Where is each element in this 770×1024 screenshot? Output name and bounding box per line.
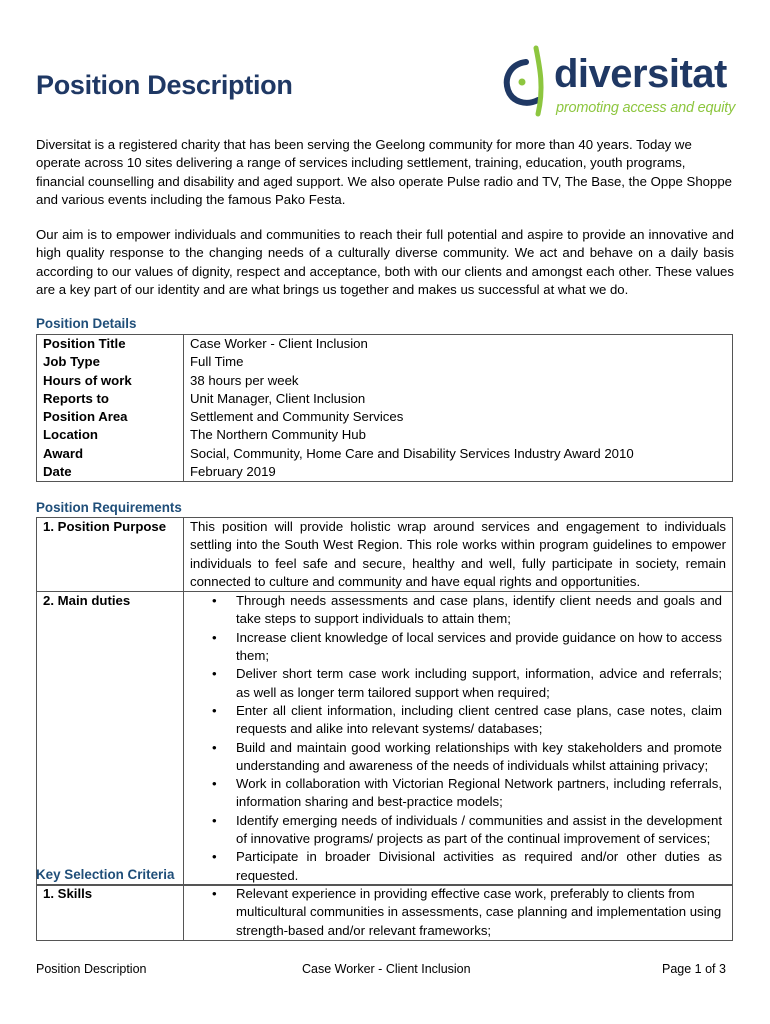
table-row [37, 463, 733, 482]
details-label: Hours of work [37, 372, 184, 390]
list-item: • Relevant experience in providing effective case work, preferably to clients from multicultural communities in assessments, case planning and implementation using strength-based and/or relevant frameworks; [190, 885, 722, 940]
position-details-heading: Position Details [36, 316, 137, 331]
footer-left: Position Description [36, 962, 147, 976]
list-item: • Participate in broader Divisional activities as required and/or other duties as requested. [190, 848, 722, 885]
footer-page-number: Page 1 of 3 [662, 962, 726, 976]
table-row [37, 372, 733, 390]
intro-paragraph-2: Our aim is to empower individuals and communities to reach their full potential and aspire to provide an innovative and high quality response to the changing needs of a culturally diverse community. We act and behave on a daily basis according to our values of dignity, respect and acceptance, both with our clients and amongst each other. These values are a key part of our identity and are what brings us together and makes us successful at what we do. [36, 227, 734, 297]
position-details-table [36, 334, 733, 482]
skills-label: 1. Skills [37, 885, 184, 941]
details-label: Location [37, 426, 184, 444]
duties-list [190, 592, 726, 885]
diversitat-logo [500, 38, 740, 122]
details-value: The Northern Community Hub [184, 426, 733, 444]
table-row [37, 518, 733, 592]
logo-wordmark: diversitat [554, 52, 727, 96]
table-row [37, 390, 733, 408]
details-label: Date [37, 463, 184, 482]
table-row [37, 353, 733, 371]
logo-mark-icon [500, 38, 556, 122]
footer-center: Case Worker - Client Inclusion [302, 962, 471, 976]
purpose-label: 1. Position Purpose [37, 518, 184, 592]
details-value: Unit Manager, Client Inclusion [184, 390, 733, 408]
logo-tagline: promoting access and equity [556, 100, 736, 116]
key-selection-table [36, 884, 733, 941]
details-value: February 2019 [184, 463, 733, 482]
table-row [37, 885, 733, 941]
skills-cell [184, 885, 733, 941]
details-value: 38 hours per week [184, 372, 733, 390]
details-label: Position Title [37, 335, 184, 354]
details-label: Position Area [37, 408, 184, 426]
skills-list [190, 885, 726, 940]
intro-paragraph-1: Diversitat is a registered charity that has been serving the Geelong community for more than 40 years. Today we operate across 10 sites delivering a range of services including settlement, training, education, youth programs, financial counselling and disability and aged support. We also operate Pulse radio and TV, The Base, the Oppe Shoppe and various events including the famous Pako Festa. [36, 137, 732, 207]
list-item: • Increase client knowledge of local services and provide guidance on how to access them; [190, 629, 722, 666]
list-item: • Work in collaboration with Victorian Regional Network partners, including referrals, information sharing and best-practice models; [190, 775, 722, 812]
purpose-text: This position will provide holistic wrap around services and engagement to individuals settling into the South West Region. This role works within program guidelines to empower individuals to feel safe and secure, healthy and well, fully participate in society, remain connected to culture and community and have equal rights and opportunities. [184, 518, 733, 592]
position-requirements-table [36, 517, 733, 886]
table-row [37, 408, 733, 426]
details-value: Case Worker - Client Inclusion [184, 335, 733, 354]
duties-label: 2. Main duties [37, 592, 184, 886]
table-row [37, 445, 733, 463]
table-row [37, 592, 733, 886]
list-item: • Deliver short term case work including support, information, advice and referrals; as well as longer term tailored support when required; [190, 665, 722, 702]
details-value: Social, Community, Home Care and Disability Services Industry Award 2010 [184, 445, 733, 463]
table-row [37, 426, 733, 444]
list-item: • Through needs assessments and case plans, identify client needs and goals and take steps to support individuals to attain them; [190, 592, 722, 629]
details-value: Full Time [184, 353, 733, 371]
details-label: Job Type [37, 353, 184, 371]
details-label: Award [37, 445, 184, 463]
details-label: Reports to [37, 390, 184, 408]
list-item: • Identify emerging needs of individuals / communities and assist in the development of innovative programs/ projects as part of the continual improvement of services; [190, 812, 722, 849]
key-selection-heading: Key Selection Criteria [36, 867, 175, 882]
page-title: Position Description [36, 70, 293, 100]
position-requirements-heading: Position Requirements [36, 500, 182, 515]
details-value: Settlement and Community Services [184, 408, 733, 426]
list-item: • Build and maintain good working relationships with key stakeholders and promote understanding and awareness of the needs of individuals whilst attaining privacy; [190, 739, 722, 776]
duties-cell [184, 592, 733, 886]
list-item: • Enter all client information, including client centred case plans, case notes, claim requests and alike into relevant systems/ databases; [190, 702, 722, 739]
table-row [37, 335, 733, 354]
